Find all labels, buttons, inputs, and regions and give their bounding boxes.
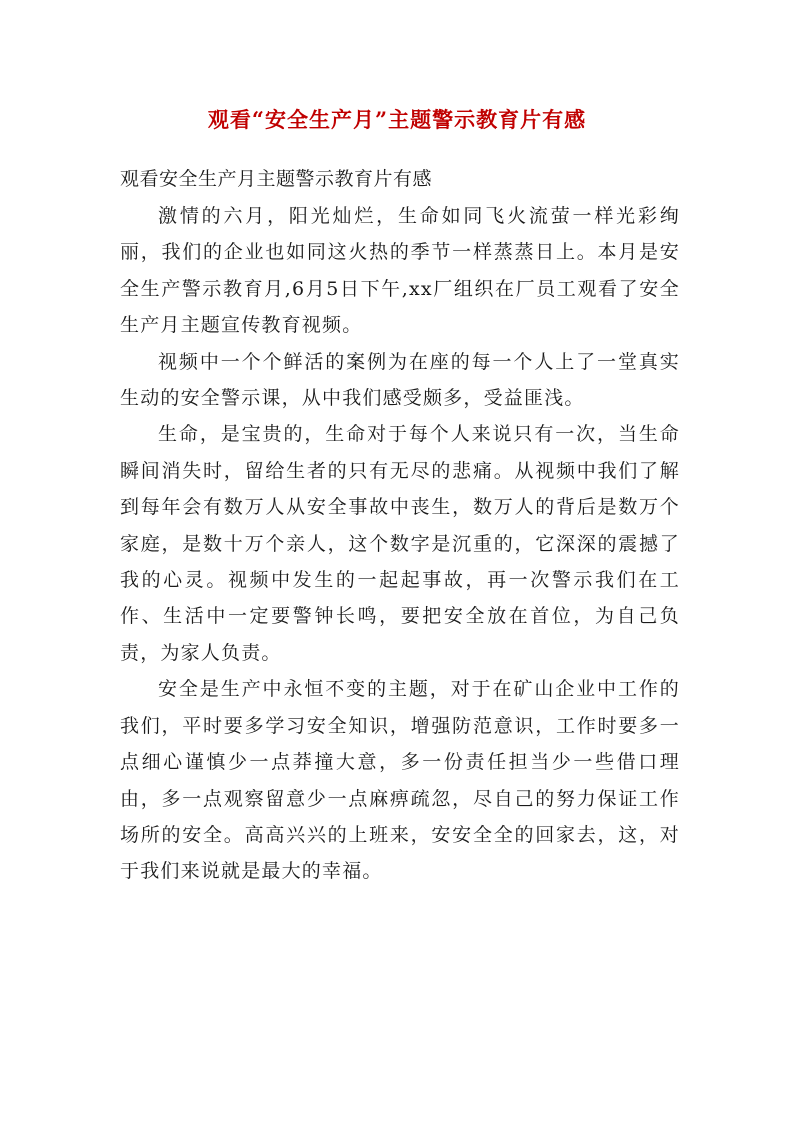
document-body (120, 198, 680, 890)
document-subtitle: 观看安全生产月主题警示教育片有感 (120, 168, 433, 190)
document-title: 观看“安全生产月”主题警示教育片有感 (207, 107, 587, 132)
paragraph: 激情的六月，阳光灿烂，生命如同飞火流萤一样光彩绚丽，我们的企业也如同这火热的季节一样蒸蒸日上。本月是安全生产警示教育月,6月5日下午,xx厂组织在厂员工观看了安全生产月主题宣传教育视频。 (120, 205, 680, 337)
paragraph: 生命，是宝贵的，生命对于每个人来说只有一次，当生命瞬间消失时，留给生者的只有无尽的悲痛。从视频中我们了解到每年会有数万人从安全事故中丧生，数万人的背后是数万个家庭，是数十万个亲人，这个数字是沉重的，它深深的震撼了我的心灵。视频中发生的一起起事故，再一次警示我们在工作、生活中一定要警钟长鸣，要把安全放在首位，为自己负责，为家人负责。 (120, 423, 680, 664)
paragraph: 视频中一个个鲜活的案例为在座的每一个人上了一堂真实生动的安全警示课，从中我们感受颇多，受益匪浅。 (120, 350, 680, 410)
paragraph: 安全是生产中永恒不变的主题，对于在矿山企业中工作的我们，平时要多学习安全知识，增强防范意识，工作时要多一点细心谨慎少一点莽撞大意，多一份责任担当少一些借口理由，多一点观察留意少一点麻痹疏忽，尽自己的努力保证工作场所的安全。高高兴兴的上班来，安安全全的回家去，这，对于我们来说就是最大的幸福。 (120, 678, 680, 883)
